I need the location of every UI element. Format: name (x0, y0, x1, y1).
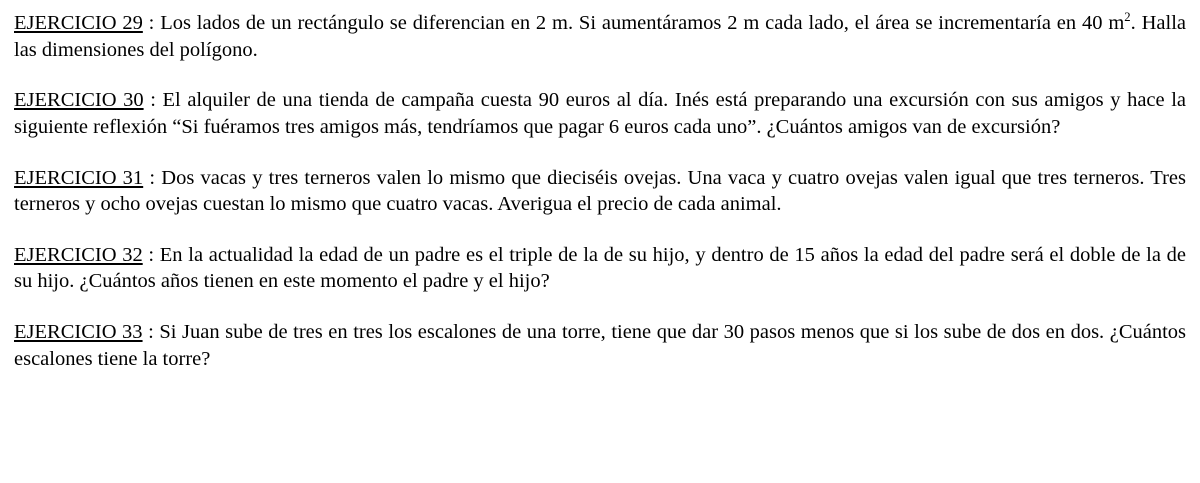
exercise-label: EJERCICIO 33 (14, 321, 143, 344)
exercise-separator: : (143, 166, 162, 189)
exercise-separator: : (142, 12, 161, 34)
exercise-item (14, 319, 1186, 372)
exercise-label: EJERCICIO 29 (14, 12, 143, 34)
exercise-label: EJERCICIO 30 (14, 89, 144, 112)
exercise-superscript: 2 (1124, 10, 1131, 25)
exercise-item (14, 87, 1186, 140)
exercise-label: EJERCICIO 31 (14, 166, 144, 189)
exercise-text: Si Juan sube de tres en tres los escalones de una torre, tiene que dar 30 pasos menos que si los sube de dos en dos. ¿Cuántos escalones tiene la torre? (14, 321, 1187, 370)
exercise-text: El alquiler de una tienda de campaña cuesta 90 euros al día. Inés está preparando una excursión con sus amigos y hace la siguiente reflexión “Si fuéramos tres amigos más, tendríamos que pagar 6 euros cada uno”. ¿Cuántos amigos van de excursión? (14, 89, 1187, 138)
exercise-item (14, 242, 1186, 295)
exercise-item (14, 10, 1186, 63)
exercise-text: Dos vacas y tres terneros valen lo mismo que dieciséis ovejas. Una vaca y cuatro ovejas valen igual que tres terneros. Tres terneros y ocho ovejas cuestan lo mismo que cuatro vacas. Averigua el precio de cada animal. (14, 166, 1187, 216)
exercise-separator: : (142, 243, 160, 266)
exercise-separator: : (142, 321, 160, 344)
exercise-label: EJERCICIO 32 (14, 243, 143, 266)
exercise-text-tail: . Halla las dimensiones del polígono. (14, 12, 1186, 61)
exercise-separator: : (143, 89, 163, 112)
exercise-text: Los lados de un rectángulo se diferencian en 2 m. Si aumentáramos 2 m cada lado, el área se incrementaría en 40 m (160, 12, 1125, 34)
exercise-text: En la actualidad la edad de un padre es el triple de la de su hijo, y dentro de 15 años la edad del padre será el doble de la de su hijo. ¿Cuántos años tienen en este momento el padre y el hijo? (14, 243, 1186, 293)
exercise-item (14, 165, 1186, 218)
